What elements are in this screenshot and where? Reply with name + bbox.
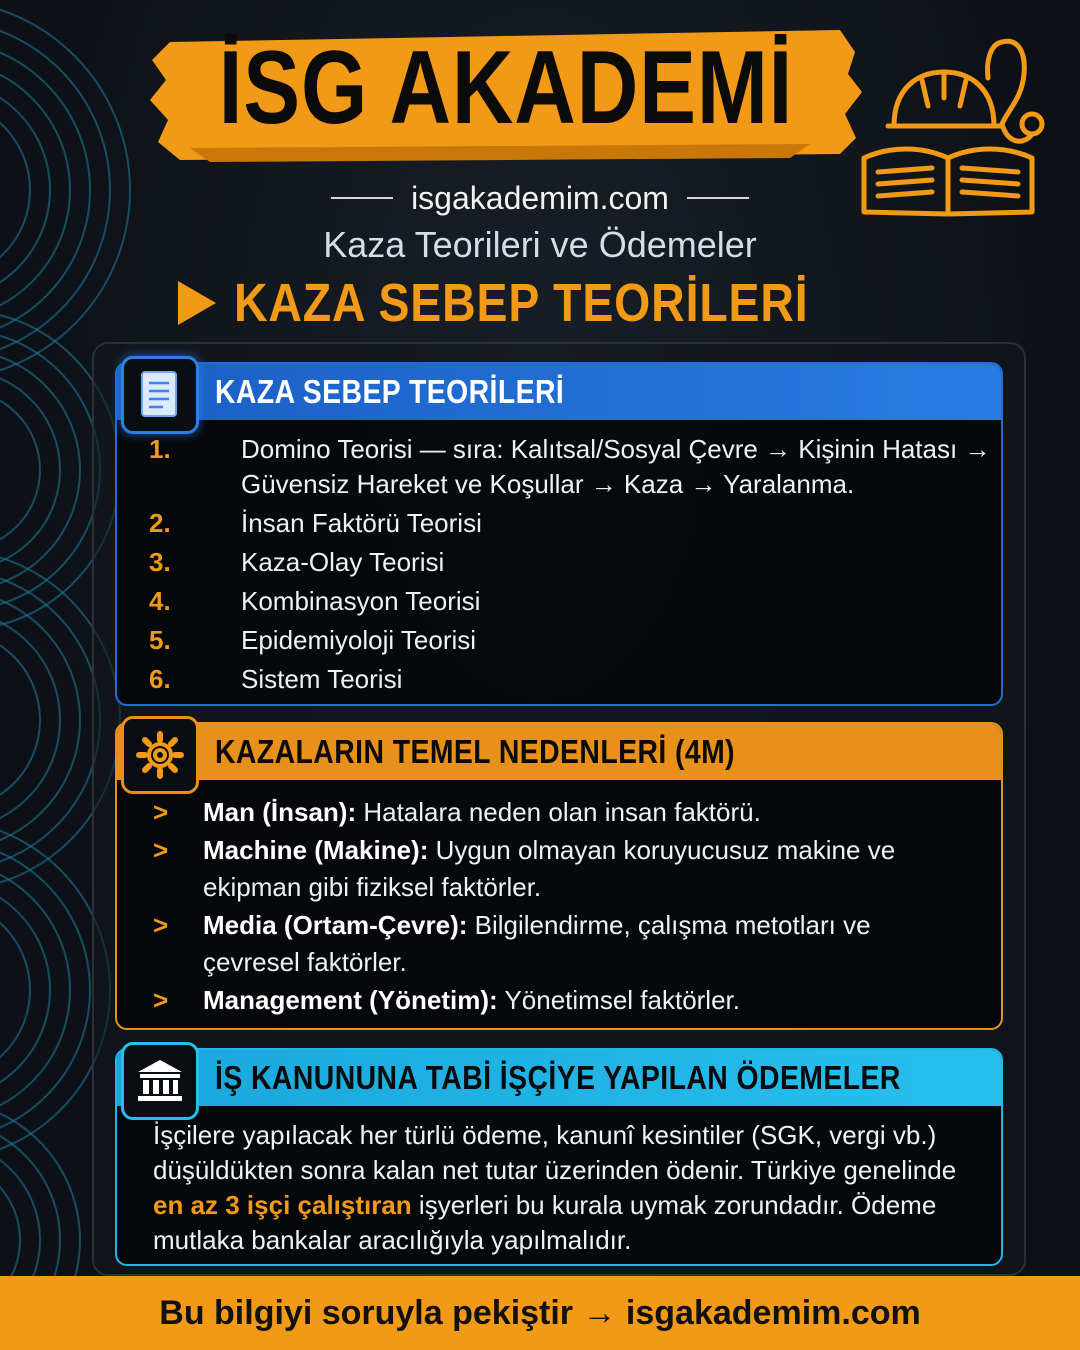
site-url[interactable]: isgakademim.com [411,179,669,216]
list-item [117,832,1001,906]
section-header [117,724,1001,780]
section-header [117,1050,1001,1106]
list-item [117,506,1001,541]
chevron-right-icon: > [153,910,169,940]
gear-icon [121,716,199,794]
item-desc: Uygun olmayan koruyucusuz makine ve ekipman gibi fiziksel faktörler. [203,835,896,902]
bank-icon [121,1042,199,1120]
item-text: Domino Teorisi — sıra: Kalıtsal/Sosyal Çevre → Kişinin Hatası → Güvensiz Hareket ve Koşullar → Kaza → Yaralanma. [241,434,991,499]
list-item [117,907,1001,981]
item-text: Epidemiyoloji Teorisi [241,625,477,655]
theory-list [117,420,1001,697]
chevron-right-icon: > [153,835,169,865]
item-term: Man (İnsan): [203,797,357,827]
section-header [117,364,1001,420]
section-payments [115,1048,1003,1266]
item-text: Kombinasyon Teorisi [241,586,481,616]
item-number: 6. [149,664,171,694]
item-desc: Yönetimsel faktörler. [497,985,740,1015]
section-title: İŞ KANUNUNA TABİ İŞÇİYE YAPILAN ÖDEMELER [215,1059,901,1096]
item-number: 5. [149,625,171,655]
payment-paragraph [117,1106,1001,1258]
footer-banner[interactable] [0,1276,1080,1350]
list-item [117,623,1001,658]
section-title: KAZALARIN TEMEL NEDENLERİ (4M) [215,733,736,770]
section-accident-theories [115,362,1003,706]
list-item [117,662,1001,697]
divider [331,197,393,199]
section-4m-causes [115,722,1003,1030]
footer-text: Bu bilgiyi soruyla pekiştir → isgakademim.com [159,1293,921,1332]
list-item [117,432,1001,502]
list-item [117,982,1001,1019]
paragraph-text: İşçilere yapılacak her türlü ödeme, kanunî kesintiler (SGK, vergi vb.) düşüldükten sonra kalan net tutar üzerinden ödenir. Türkiye genelinde [153,1120,957,1185]
highlight-text: en az 3 işçi çalıştıran [153,1190,412,1220]
item-number: 1. [149,434,171,464]
item-number: 4. [149,586,171,616]
main-heading [0,272,1080,334]
item-desc: Hatalara neden olan insan faktörü. [356,797,761,827]
brand-title: İSG AKADEMİ [218,29,794,146]
divider [687,197,749,199]
section-title: KAZA SEBEP TEORİLERİ [215,373,565,410]
list-item [117,545,1001,580]
play-icon [178,281,216,325]
item-text: Kaza-Olay Teorisi [241,547,445,577]
item-desc: Bilgilendirme, çalışma metotları ve çevresel faktörler. [203,910,871,977]
cause-list [117,780,1001,1019]
chevron-right-icon: > [153,985,169,1015]
item-term: Machine (Makine): [203,835,429,865]
item-text: Sistem Teorisi [241,664,403,694]
item-text: İnsan Faktörü Teorisi [241,508,482,538]
item-number: 3. [149,547,171,577]
list-item [117,794,1001,831]
page-subtitle: Kaza Teorileri ve Ödemeler [323,224,757,265]
document-icon [121,356,199,434]
main-heading-text: KAZA SEBEP TEORİLERİ [233,273,809,333]
list-item [117,584,1001,619]
item-term: Media (Ortam-Çevre): [203,910,468,940]
item-term: Management (Yönetim): [203,985,498,1015]
paragraph-text: işyerleri bu kurala uymak zorundadır. Ödeme mutlaka bankalar aracılığıyla yapılmalıdır. [153,1190,937,1255]
item-number: 2. [149,508,171,538]
site-line [0,176,1080,220]
chevron-right-icon: > [153,797,169,827]
